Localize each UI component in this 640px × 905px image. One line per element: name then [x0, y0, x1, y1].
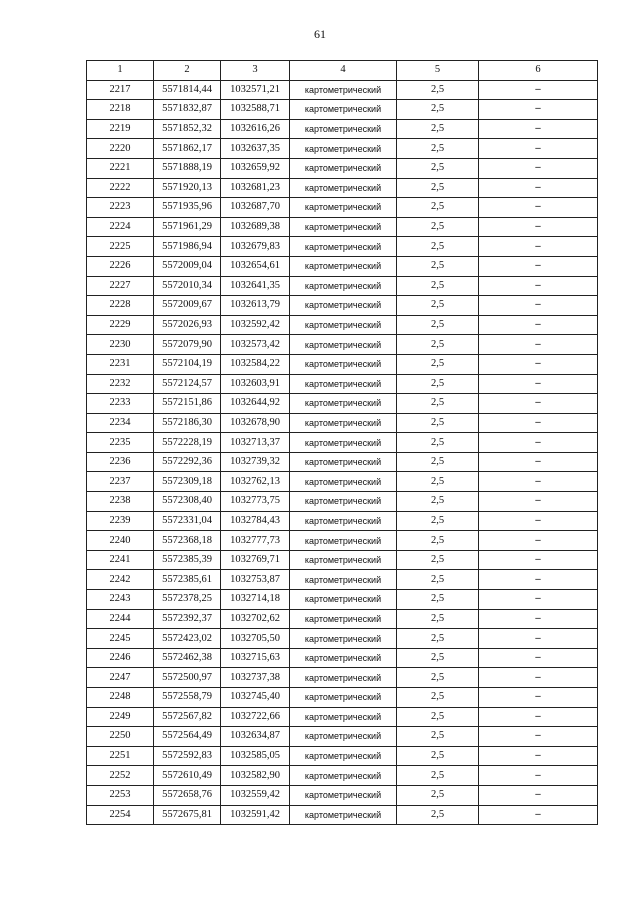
note-cell: – — [479, 139, 598, 159]
note-cell: – — [479, 335, 598, 355]
header-row — [87, 61, 598, 81]
accuracy-cell: 2,5 — [397, 178, 479, 198]
table-row — [87, 315, 598, 335]
accuracy-cell: 2,5 — [397, 139, 479, 159]
table-row — [87, 178, 598, 198]
y-coordinate-cell: 1032689,38 — [221, 217, 290, 237]
accuracy-cell: 2,5 — [397, 217, 479, 237]
note-cell: – — [479, 237, 598, 257]
y-coordinate-cell: 1032659,92 — [221, 158, 290, 178]
x-coordinate-cell: 5572308,40 — [154, 492, 221, 512]
accuracy-cell: 2,5 — [397, 805, 479, 825]
column-header-3: 3 — [221, 61, 290, 81]
point-number-cell: 2219 — [87, 119, 154, 139]
table-header — [87, 61, 598, 81]
table-row — [87, 335, 598, 355]
method-cell: картометрический — [290, 550, 397, 570]
table-row — [87, 217, 598, 237]
point-number-cell: 2235 — [87, 433, 154, 453]
accuracy-cell: 2,5 — [397, 276, 479, 296]
note-cell: – — [479, 100, 598, 120]
point-number-cell: 2222 — [87, 178, 154, 198]
table-row — [87, 256, 598, 276]
x-coordinate-cell: 5572368,18 — [154, 531, 221, 551]
x-coordinate-cell: 5572610,49 — [154, 766, 221, 786]
method-cell: картометрический — [290, 256, 397, 276]
point-number-cell: 2244 — [87, 609, 154, 629]
point-number-cell: 2249 — [87, 707, 154, 727]
point-number-cell: 2217 — [87, 80, 154, 100]
table-row — [87, 550, 598, 570]
table-row — [87, 688, 598, 708]
point-number-cell: 2225 — [87, 237, 154, 257]
point-number-cell: 2251 — [87, 746, 154, 766]
accuracy-cell: 2,5 — [397, 707, 479, 727]
x-coordinate-cell: 5571935,96 — [154, 198, 221, 218]
table-row — [87, 158, 598, 178]
table-row — [87, 766, 598, 786]
note-cell: – — [479, 276, 598, 296]
method-cell: картометрический — [290, 629, 397, 649]
y-coordinate-cell: 1032769,71 — [221, 550, 290, 570]
point-number-cell: 2252 — [87, 766, 154, 786]
method-cell: картометрический — [290, 80, 397, 100]
note-cell: – — [479, 119, 598, 139]
method-cell: картометрический — [290, 139, 397, 159]
y-coordinate-cell: 1032637,35 — [221, 139, 290, 159]
table-row — [87, 139, 598, 159]
note-cell: – — [479, 492, 598, 512]
point-number-cell: 2221 — [87, 158, 154, 178]
table-row — [87, 746, 598, 766]
note-cell: – — [479, 648, 598, 668]
x-coordinate-cell: 5572186,30 — [154, 413, 221, 433]
y-coordinate-cell: 1032634,87 — [221, 727, 290, 747]
table-row — [87, 472, 598, 492]
table-row — [87, 198, 598, 218]
x-coordinate-cell: 5572151,86 — [154, 394, 221, 414]
y-coordinate-cell: 1032588,71 — [221, 100, 290, 120]
note-cell: – — [479, 707, 598, 727]
y-coordinate-cell: 1032584,22 — [221, 354, 290, 374]
method-cell: картометрический — [290, 413, 397, 433]
note-cell: – — [479, 472, 598, 492]
y-coordinate-cell: 1032592,42 — [221, 315, 290, 335]
y-coordinate-cell: 1032773,75 — [221, 492, 290, 512]
table-row — [87, 276, 598, 296]
method-cell: картометрический — [290, 668, 397, 688]
x-coordinate-cell: 5572309,18 — [154, 472, 221, 492]
note-cell: – — [479, 727, 598, 747]
accuracy-cell: 2,5 — [397, 119, 479, 139]
method-cell: картометрический — [290, 198, 397, 218]
note-cell: – — [479, 315, 598, 335]
method-cell: картометрический — [290, 433, 397, 453]
x-coordinate-cell: 5572564,49 — [154, 727, 221, 747]
point-number-cell: 2224 — [87, 217, 154, 237]
point-number-cell: 2231 — [87, 354, 154, 374]
table-row — [87, 805, 598, 825]
accuracy-cell: 2,5 — [397, 374, 479, 394]
y-coordinate-cell: 1032722,66 — [221, 707, 290, 727]
point-number-cell: 2253 — [87, 785, 154, 805]
table-row — [87, 668, 598, 688]
accuracy-cell: 2,5 — [397, 492, 479, 512]
y-coordinate-cell: 1032654,61 — [221, 256, 290, 276]
x-coordinate-cell: 5571986,94 — [154, 237, 221, 257]
note-cell: – — [479, 511, 598, 531]
table-row — [87, 452, 598, 472]
method-cell: картометрический — [290, 609, 397, 629]
method-cell: картометрический — [290, 511, 397, 531]
x-coordinate-cell: 5571961,29 — [154, 217, 221, 237]
note-cell: – — [479, 178, 598, 198]
point-number-cell: 2254 — [87, 805, 154, 825]
x-coordinate-cell: 5572423,02 — [154, 629, 221, 649]
x-coordinate-cell: 5572558,79 — [154, 688, 221, 708]
method-cell: картометрический — [290, 688, 397, 708]
accuracy-cell: 2,5 — [397, 648, 479, 668]
method-cell: картометрический — [290, 315, 397, 335]
table-row — [87, 492, 598, 512]
point-number-cell: 2248 — [87, 688, 154, 708]
y-coordinate-cell: 1032745,40 — [221, 688, 290, 708]
point-number-cell: 2232 — [87, 374, 154, 394]
method-cell: картометрический — [290, 472, 397, 492]
y-coordinate-cell: 1032762,13 — [221, 472, 290, 492]
x-coordinate-cell: 5571832,87 — [154, 100, 221, 120]
method-cell: картометрический — [290, 452, 397, 472]
x-coordinate-cell: 5571852,32 — [154, 119, 221, 139]
method-cell: картометрический — [290, 492, 397, 512]
accuracy-cell: 2,5 — [397, 511, 479, 531]
y-coordinate-cell: 1032613,79 — [221, 296, 290, 316]
point-number-cell: 2247 — [87, 668, 154, 688]
y-coordinate-cell: 1032702,62 — [221, 609, 290, 629]
point-number-cell: 2239 — [87, 511, 154, 531]
point-number-cell: 2250 — [87, 727, 154, 747]
point-number-cell: 2243 — [87, 590, 154, 610]
note-cell: – — [479, 80, 598, 100]
y-coordinate-cell: 1032753,87 — [221, 570, 290, 590]
accuracy-cell: 2,5 — [397, 688, 479, 708]
method-cell: картометрический — [290, 805, 397, 825]
y-coordinate-cell: 1032777,73 — [221, 531, 290, 551]
method-cell: картометрический — [290, 237, 397, 257]
x-coordinate-cell: 5572385,61 — [154, 570, 221, 590]
y-coordinate-cell: 1032784,43 — [221, 511, 290, 531]
point-number-cell: 2246 — [87, 648, 154, 668]
accuracy-cell: 2,5 — [397, 766, 479, 786]
point-number-cell: 2234 — [87, 413, 154, 433]
note-cell: – — [479, 590, 598, 610]
method-cell: картометрический — [290, 570, 397, 590]
accuracy-cell: 2,5 — [397, 237, 479, 257]
point-number-cell: 2229 — [87, 315, 154, 335]
point-number-cell: 2233 — [87, 394, 154, 414]
accuracy-cell: 2,5 — [397, 531, 479, 551]
note-cell: – — [479, 452, 598, 472]
point-number-cell: 2218 — [87, 100, 154, 120]
accuracy-cell: 2,5 — [397, 590, 479, 610]
y-coordinate-cell: 1032713,37 — [221, 433, 290, 453]
method-cell: картометрический — [290, 531, 397, 551]
method-cell: картометрический — [290, 766, 397, 786]
y-coordinate-cell: 1032681,23 — [221, 178, 290, 198]
x-coordinate-cell: 5572567,82 — [154, 707, 221, 727]
point-number-cell: 2242 — [87, 570, 154, 590]
accuracy-cell: 2,5 — [397, 609, 479, 629]
note-cell: – — [479, 394, 598, 414]
accuracy-cell: 2,5 — [397, 785, 479, 805]
x-coordinate-cell: 5572104,19 — [154, 354, 221, 374]
x-coordinate-cell: 5572385,39 — [154, 550, 221, 570]
table-row — [87, 354, 598, 374]
y-coordinate-cell: 1032644,92 — [221, 394, 290, 414]
table-row — [87, 296, 598, 316]
y-coordinate-cell: 1032573,42 — [221, 335, 290, 355]
note-cell: – — [479, 374, 598, 394]
y-coordinate-cell: 1032585,05 — [221, 746, 290, 766]
x-coordinate-cell: 5572658,76 — [154, 785, 221, 805]
y-coordinate-cell: 1032687,70 — [221, 198, 290, 218]
x-coordinate-cell: 5572675,81 — [154, 805, 221, 825]
point-number-cell: 2227 — [87, 276, 154, 296]
table-row — [87, 707, 598, 727]
note-cell: – — [479, 433, 598, 453]
y-coordinate-cell: 1032679,83 — [221, 237, 290, 257]
accuracy-cell: 2,5 — [397, 570, 479, 590]
y-coordinate-cell: 1032739,32 — [221, 452, 290, 472]
note-cell: – — [479, 158, 598, 178]
table-row — [87, 237, 598, 257]
table-row — [87, 374, 598, 394]
accuracy-cell: 2,5 — [397, 256, 479, 276]
note-cell: – — [479, 688, 598, 708]
method-cell: картометрический — [290, 119, 397, 139]
accuracy-cell: 2,5 — [397, 394, 479, 414]
table-body — [87, 80, 598, 825]
y-coordinate-cell: 1032641,35 — [221, 276, 290, 296]
column-header-4: 4 — [290, 61, 397, 81]
note-cell: – — [479, 531, 598, 551]
note-cell: – — [479, 570, 598, 590]
note-cell: – — [479, 217, 598, 237]
accuracy-cell: 2,5 — [397, 100, 479, 120]
note-cell: – — [479, 629, 598, 649]
column-header-1: 1 — [87, 61, 154, 81]
accuracy-cell: 2,5 — [397, 315, 479, 335]
method-cell: картометрический — [290, 590, 397, 610]
column-header-5: 5 — [397, 61, 479, 81]
y-coordinate-cell: 1032715,63 — [221, 648, 290, 668]
x-coordinate-cell: 5572462,38 — [154, 648, 221, 668]
point-number-cell: 2240 — [87, 531, 154, 551]
point-number-cell: 2220 — [87, 139, 154, 159]
x-coordinate-cell: 5571814,44 — [154, 80, 221, 100]
x-coordinate-cell: 5572009,67 — [154, 296, 221, 316]
table-row — [87, 727, 598, 747]
table-row — [87, 80, 598, 100]
method-cell: картометрический — [290, 335, 397, 355]
note-cell: – — [479, 296, 598, 316]
accuracy-cell: 2,5 — [397, 354, 479, 374]
coordinates-table — [86, 60, 598, 825]
page-number: 61 — [314, 27, 326, 41]
method-cell: картометрический — [290, 354, 397, 374]
accuracy-cell: 2,5 — [397, 296, 479, 316]
x-coordinate-cell: 5572010,34 — [154, 276, 221, 296]
note-cell: – — [479, 668, 598, 688]
accuracy-cell: 2,5 — [397, 198, 479, 218]
point-number-cell: 2236 — [87, 452, 154, 472]
method-cell: картометрический — [290, 158, 397, 178]
method-cell: картометрический — [290, 648, 397, 668]
method-cell: картометрический — [290, 394, 397, 414]
y-coordinate-cell: 1032559,42 — [221, 785, 290, 805]
column-header-2: 2 — [154, 61, 221, 81]
accuracy-cell: 2,5 — [397, 413, 479, 433]
accuracy-cell: 2,5 — [397, 629, 479, 649]
point-number-cell: 2245 — [87, 629, 154, 649]
note-cell: – — [479, 785, 598, 805]
method-cell: картометрический — [290, 727, 397, 747]
note-cell: – — [479, 256, 598, 276]
x-coordinate-cell: 5572331,04 — [154, 511, 221, 531]
table-row — [87, 433, 598, 453]
x-coordinate-cell: 5572009,04 — [154, 256, 221, 276]
column-header-6: 6 — [479, 61, 598, 81]
point-number-cell: 2237 — [87, 472, 154, 492]
accuracy-cell: 2,5 — [397, 158, 479, 178]
x-coordinate-cell: 5572124,57 — [154, 374, 221, 394]
point-number-cell: 2223 — [87, 198, 154, 218]
accuracy-cell: 2,5 — [397, 80, 479, 100]
point-number-cell: 2228 — [87, 296, 154, 316]
method-cell: картометрический — [290, 276, 397, 296]
table-row — [87, 609, 598, 629]
method-cell: картометрический — [290, 785, 397, 805]
table-row — [87, 648, 598, 668]
note-cell: – — [479, 550, 598, 570]
method-cell: картометрический — [290, 178, 397, 198]
accuracy-cell: 2,5 — [397, 550, 479, 570]
x-coordinate-cell: 5572500,97 — [154, 668, 221, 688]
x-coordinate-cell: 5572392,37 — [154, 609, 221, 629]
table-row — [87, 531, 598, 551]
accuracy-cell: 2,5 — [397, 433, 479, 453]
accuracy-cell: 2,5 — [397, 335, 479, 355]
method-cell: картометрический — [290, 296, 397, 316]
x-coordinate-cell: 5572079,90 — [154, 335, 221, 355]
table-row — [87, 413, 598, 433]
method-cell: картометрический — [290, 374, 397, 394]
method-cell: картометрический — [290, 217, 397, 237]
accuracy-cell: 2,5 — [397, 452, 479, 472]
table-row — [87, 785, 598, 805]
y-coordinate-cell: 1032705,50 — [221, 629, 290, 649]
point-number-cell: 2226 — [87, 256, 154, 276]
x-coordinate-cell: 5572378,25 — [154, 590, 221, 610]
accuracy-cell: 2,5 — [397, 746, 479, 766]
method-cell: картометрический — [290, 746, 397, 766]
accuracy-cell: 2,5 — [397, 472, 479, 492]
table-row — [87, 629, 598, 649]
point-number-cell: 2241 — [87, 550, 154, 570]
x-coordinate-cell: 5572292,36 — [154, 452, 221, 472]
x-coordinate-cell: 5571862,17 — [154, 139, 221, 159]
x-coordinate-cell: 5572592,83 — [154, 746, 221, 766]
y-coordinate-cell: 1032591,42 — [221, 805, 290, 825]
method-cell: картометрический — [290, 707, 397, 727]
y-coordinate-cell: 1032603,91 — [221, 374, 290, 394]
y-coordinate-cell: 1032582,90 — [221, 766, 290, 786]
note-cell: – — [479, 746, 598, 766]
table-row — [87, 590, 598, 610]
note-cell: – — [479, 766, 598, 786]
x-coordinate-cell: 5571920,13 — [154, 178, 221, 198]
x-coordinate-cell: 5572026,93 — [154, 315, 221, 335]
accuracy-cell: 2,5 — [397, 727, 479, 747]
y-coordinate-cell: 1032678,90 — [221, 413, 290, 433]
accuracy-cell: 2,5 — [397, 668, 479, 688]
note-cell: – — [479, 805, 598, 825]
y-coordinate-cell: 1032737,38 — [221, 668, 290, 688]
y-coordinate-cell: 1032714,18 — [221, 590, 290, 610]
table-row — [87, 119, 598, 139]
y-coordinate-cell: 1032571,21 — [221, 80, 290, 100]
point-number-cell: 2238 — [87, 492, 154, 512]
y-coordinate-cell: 1032616,26 — [221, 119, 290, 139]
note-cell: – — [479, 198, 598, 218]
point-number-cell: 2230 — [87, 335, 154, 355]
note-cell: – — [479, 354, 598, 374]
note-cell: – — [479, 609, 598, 629]
table-row — [87, 100, 598, 120]
note-cell: – — [479, 413, 598, 433]
table-row — [87, 511, 598, 531]
table-row — [87, 394, 598, 414]
method-cell: картометрический — [290, 100, 397, 120]
table-row — [87, 570, 598, 590]
x-coordinate-cell: 5571888,19 — [154, 158, 221, 178]
x-coordinate-cell: 5572228,19 — [154, 433, 221, 453]
